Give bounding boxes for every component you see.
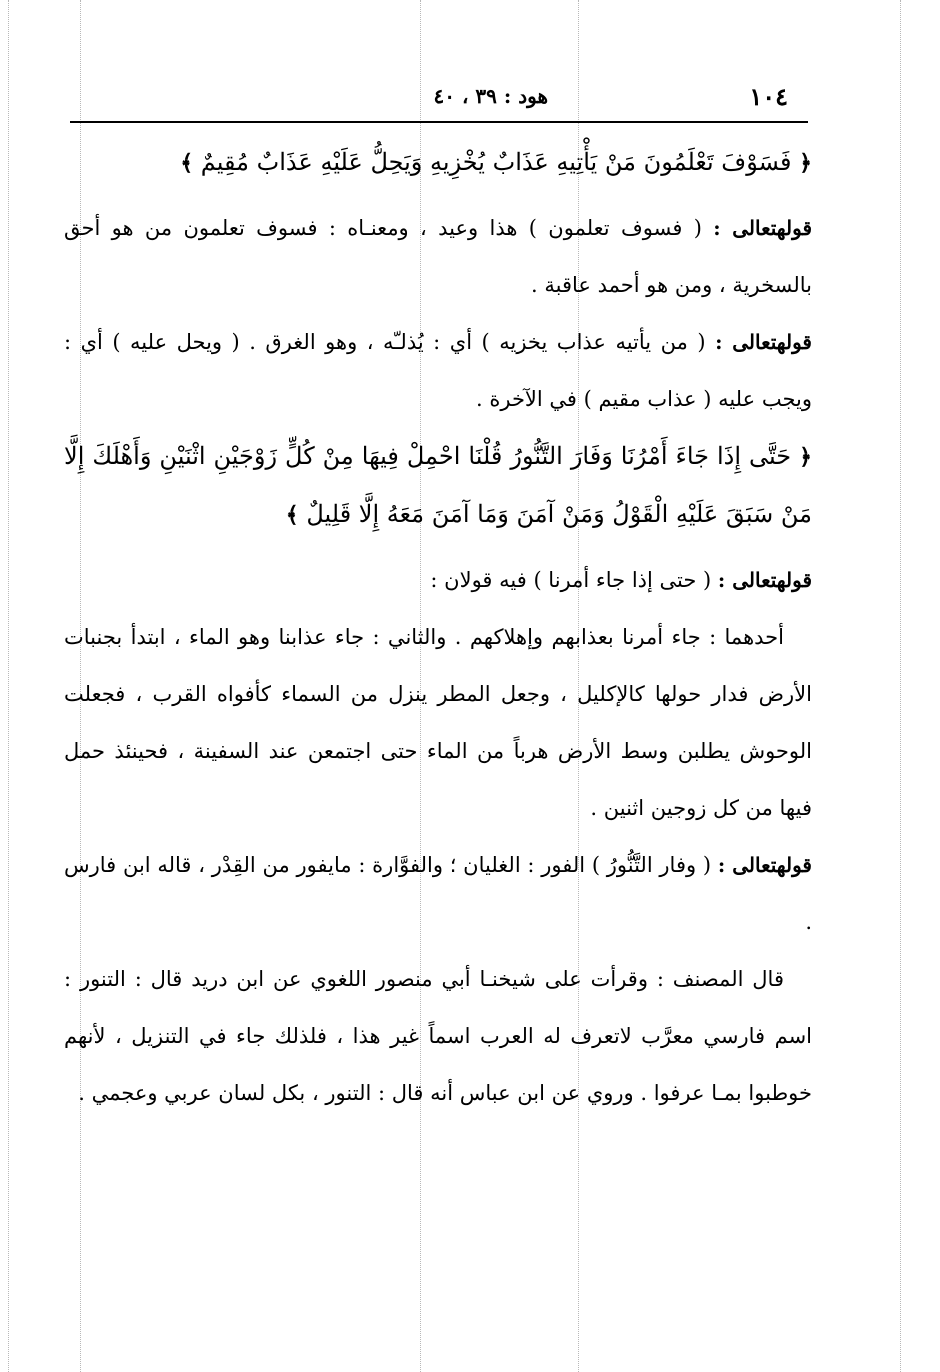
paragraph-text: أحدهما : جاء أمرنا بعذابهم وإهلاكهم . والثاني : جاء عذابنا وهو الماء ، ابتدأ بجنبات الأرض فدار حولها كالإكليل ، وجعل المطر ينزل من السماء كأفواه القرب ، فجعلت الوحوش يطلبن وسط الأرض هرباً من الماء حتى اجتمعن عند السفينة ، فحينئذ حمل فيها من كل زوجين اثنين . <box>64 625 812 820</box>
paragraph-lead: قولهتعالى : <box>717 568 812 592</box>
verse-close-bracket: ﴾ <box>285 502 299 528</box>
paragraph-text: قال المصنف : وقرأت على شيخنـا أبي منصور اللغوي عن ابن دريد قال : التنور : اسم فارسي معرَّب لاتعرف له العرب اسماً غير هذا ، فلذلك جاء في التنزيل ، لأنهم خوطبوا بمـا عرفوا . وروي عن ابن عباس أنه قال : التنور ، بكل لسان عربي وعجمي . <box>64 967 812 1105</box>
header-rule <box>70 121 808 123</box>
verse-open-bracket: ﴿ <box>799 150 812 176</box>
quran-verse <box>64 428 812 544</box>
paragraph-text: ( فسوف تعلمون ) هذا وعيد ، ومعنـاه : فسوف تعلمون من هو أحق بالسخرية ، ومن هو أحمد عاقبة . <box>64 216 812 297</box>
page-body <box>64 134 812 1122</box>
page-number: ١٠٤ <box>749 82 788 111</box>
quran-verse <box>64 134 812 192</box>
scan-artifact-line <box>900 0 901 1372</box>
paragraph-lead: قولهتعالى : <box>713 216 813 240</box>
commentary-paragraph <box>64 609 812 837</box>
paragraph-text: ( من يأتيه عذاب يخزيه ) أي : يُذلـّه ، وهو الغرق . ( ويحل عليه ) أي : ويجب عليه ( عذاب مقيم ) في الآخرة . <box>64 330 812 411</box>
commentary-paragraph <box>64 552 812 609</box>
running-head: هود : ٣٩ ، ٤٠ <box>433 84 548 108</box>
commentary-paragraph <box>64 837 812 951</box>
verse-text: فَسَوْفَ تَعْلَمُونَ مَنْ يَأْتِيهِ عَذَابٌ يُخْزِيهِ وَيَحِلُّ عَلَيْهِ عَذَابٌ مُقِيمٌ <box>200 148 792 176</box>
commentary-paragraph <box>64 314 812 428</box>
paragraph-text: ( وفار التَّنُّورُ ) الفور : الغليان ؛ والفوَّارة : مايفور من القِدْر ، قاله ابن فارس . <box>64 853 812 934</box>
verse-close-bracket: ﴾ <box>180 150 194 176</box>
paragraph-lead: قولهتعالى : <box>715 330 812 354</box>
verse-open-bracket: ﴿ <box>799 444 812 470</box>
commentary-paragraph <box>64 951 812 1122</box>
paragraph-lead: قولهتعالى : <box>717 853 812 877</box>
commentary-paragraph <box>64 200 812 314</box>
verse-text: حَتَّى إِذَا جَاءَ أَمْرُنَا وَفَارَ التَّنُّورُ قُلْنَا احْمِلْ فِيهَا مِنْ كُلٍّ زَوْجَيْنِ اثْنَيْنِ وَأَهْلَكَ إِلَّا مَنْ سَبَقَ عَلَيْهِ الْقَوْلُ وَمَنْ آمَنَ وَمَا آمَنَ مَعَهُ إِلَّا قَلِيلٌ <box>64 442 812 528</box>
page-header <box>70 82 808 116</box>
scan-artifact-line <box>8 0 9 1372</box>
paragraph-text: ( حتى إذا جاء أمرنا ) فيه قولان : <box>430 568 712 592</box>
